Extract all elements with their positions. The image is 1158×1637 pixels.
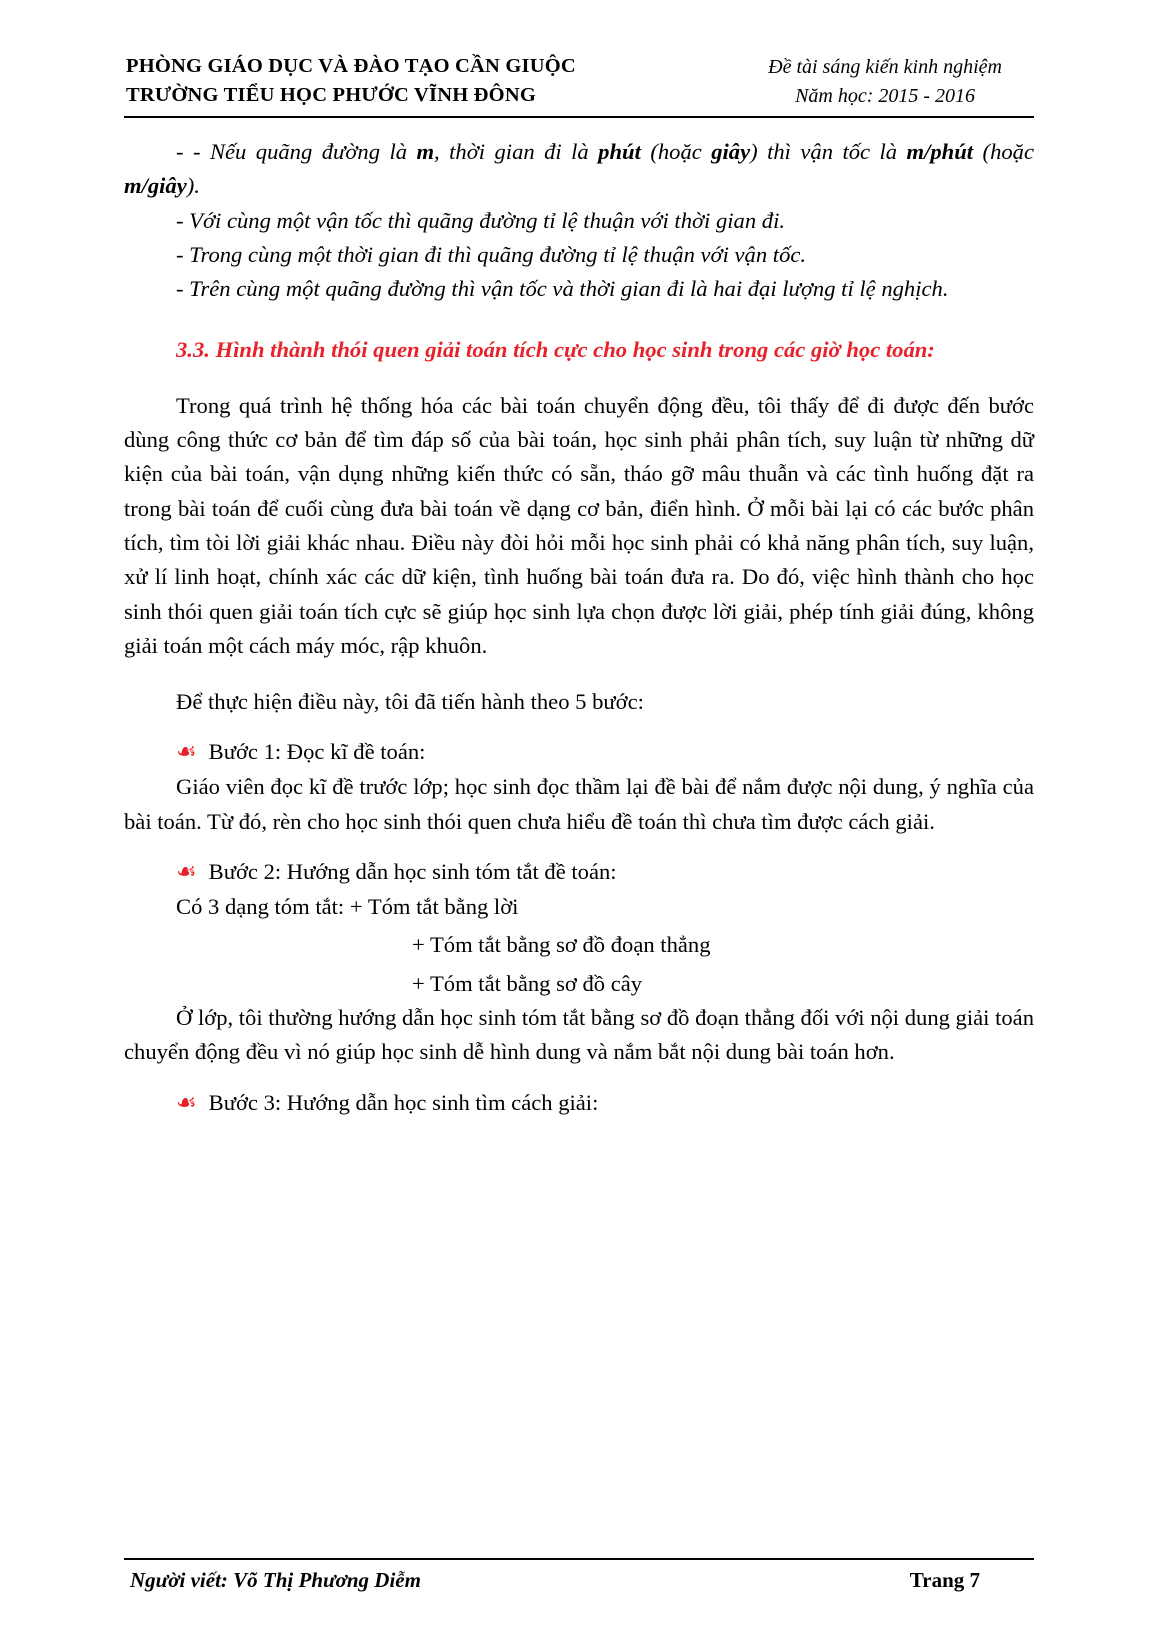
step-2-label: Bước 2: Hướng dẫn học sinh tóm tắt đề toán: [208, 859, 617, 885]
section-heading-3-3: 3.3. Hình thành thói quen giải toán tích cực cho học sinh trong các giờ học toán: [176, 336, 935, 362]
footer-author: Người viết: Võ Thị Phương Diễm [130, 1568, 421, 1592]
footer-divider [124, 1558, 1034, 1560]
bullet-item-2: - Với cùng một vận tốc thì quãng đường tỉ lệ thuận với thời gian đi. [176, 207, 786, 233]
paragraph-2: Để thực hiện điều này, tôi đã tiến hành theo 5 bước: [176, 689, 644, 715]
footer-row [124, 1568, 1034, 1593]
paragraph-4: Có 3 dạng tóm tắt: + Tóm tắt bằng lời [176, 894, 519, 920]
bullet-1-text-i: (hoặc [973, 139, 1034, 164]
header-schoolyear-line: Năm học: 2015 - 2016 [795, 85, 976, 107]
bullet-dash: - [176, 139, 193, 164]
step-1-label: Bước 1: Đọc kĩ đề toán: [208, 739, 426, 765]
document-body [124, 135, 1034, 1121]
paragraph-1: Trong quá trình hệ thống hóa các bài toán chuyển động đều, tôi thấy để đi được đến bước dùng công thức cơ bản để tìm đáp số của bài toán, học sinh phải phân tích, suy luận từ những dữ kiện của bài toán, vận dụng những kiến thức có sẵn, tháo gỡ mâu thuẫn và các tình huống đặt ra trong bài toán để cuối cùng đưa bài toán về dạng cơ bản, điển hình. Ở mỗi bài lại có các bước phân tích, tìm tòi lời giải khác nhau. Điều này đòi hỏi mỗi học sinh phải có khả năng phân tích, suy luận, xử lí linh hoạt, chính xác các dữ kiện, tình huống bài toán đưa ra. Do đó, việc hình thành cho học sinh thói quen giải toán tích cực sẽ giúp học sinh lựa chọn được lời giải, phép tính giải đúng, không giải toán một cách máy móc, rập khuôn. [124, 392, 1034, 658]
step-item-2 [124, 855, 1034, 890]
step-3-label: Bước 3: Hướng dẫn học sinh tìm cách giải: [208, 1089, 599, 1115]
bullet-1-text-c: , thời gian đi là [434, 139, 599, 164]
bullet-1-text-g: ) thì vận tốc là [750, 139, 907, 164]
page-footer [124, 1558, 1034, 1593]
bullet-item-1 [124, 135, 1034, 204]
step-bullet-icon: ☙ [176, 1089, 197, 1116]
header-left-block [126, 52, 576, 110]
bullet-1-text-k: ). [186, 173, 200, 199]
paragraph-4-sub-1: + Tóm tắt bằng sơ đồ đoạn thẳng [412, 932, 711, 958]
step-item-1 [124, 735, 1034, 770]
header-department-line: PHÒNG GIÁO DỤC VÀ ĐÀO TẠO CẦN GIUỘC [126, 55, 576, 77]
page-header [124, 52, 1034, 111]
bullet-1-bold-m: m [416, 139, 435, 164]
bullet-1-bold-giay: giây [711, 139, 751, 164]
header-school-line: TRƯỜNG TIỂU HỌC PHƯỚC VĨNH ĐÔNG [126, 84, 536, 107]
footer-page-number: Trang 7 [909, 1568, 980, 1592]
bullet-item-3: - Trong cùng một thời gian đi thì quãng đường tỉ lệ thuận với vận tốc. [176, 241, 807, 267]
header-topic-line: Đề tài sáng kiến kinh nghiệm [768, 56, 1002, 78]
bullet-1-text-e: (hoặc [640, 139, 712, 164]
bullet-1-bold-mphut: m/phút [906, 139, 974, 164]
step-bullet-icon: ☙ [176, 859, 197, 886]
paragraph-5: Ở lớp, tôi thường hướng dẫn học sinh tóm tắt bằng sơ đồ đoạn thẳng đối với nội dung giải toán chuyển động đều vì nó giúp học sinh dễ hình dung và nắm bắt nội dung bài toán hơn. [124, 1005, 1034, 1065]
bullet-1-bold-phut: phút [598, 139, 641, 164]
step-item-3 [124, 1086, 1034, 1121]
step-bullet-icon: ☙ [176, 739, 197, 766]
paragraph-4-sub-2: + Tóm tắt bằng sơ đồ cây [412, 970, 643, 996]
bullet-1-text-a: - Nếu quãng đường là [192, 139, 417, 164]
paragraph-3: Giáo viên đọc kĩ đề trước lớp; học sinh đọc thầm lại đề bài để nắm được nội dung, ý nghĩa của bài toán. Từ đó, rèn cho học sinh thói quen chưa hiểu đề toán thì chưa tìm được cách giải. [124, 774, 1034, 834]
header-right-block [768, 52, 1032, 111]
bullet-1-bold-mgiay: m/giây [124, 173, 187, 199]
header-divider [124, 116, 1034, 118]
bullet-item-4: - Trên cùng một quãng đường thì vận tốc và thời gian đi là hai đại lượng tỉ lệ nghịch. [176, 276, 949, 302]
